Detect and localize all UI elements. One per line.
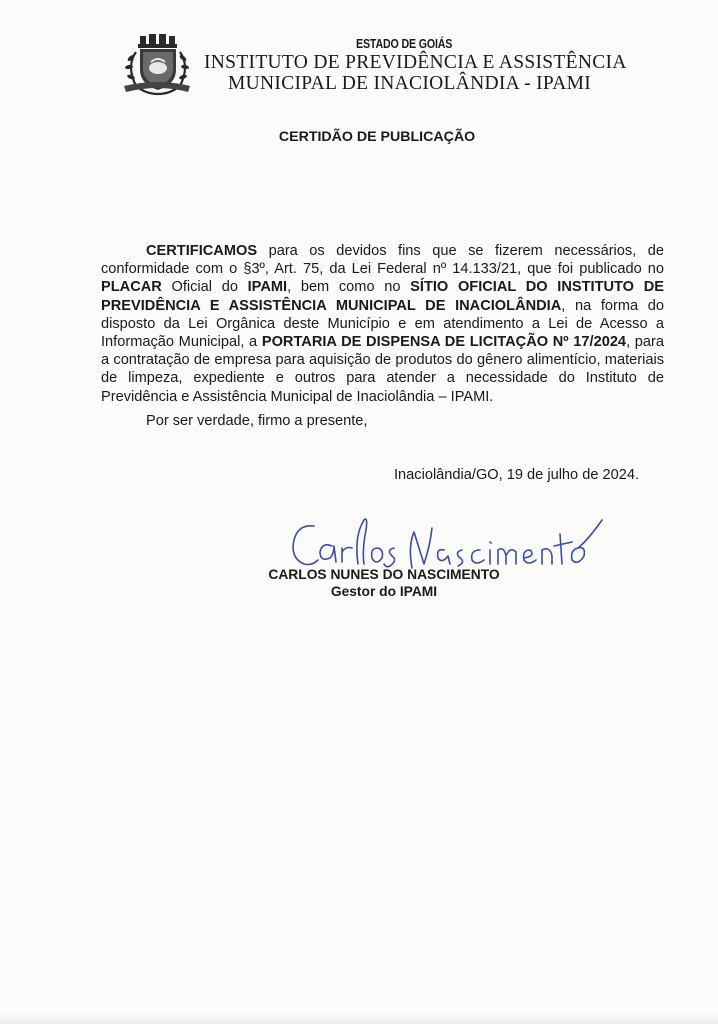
- paragraph-segment: , para a contratação de empresa para aquisição de produtos do gênero alimentício, materiais de limpeza, expediente e outros para atender a necessidade do Instituto de Previdência e Assistência Municipal de Inaciolândia – IPAMI.: [101, 334, 664, 405]
- emphasis-official-site: SÍTIO OFICIAL DO INSTITUTO DE PREVIDÊNCIA E ASSISTÊNCIA MUNICIPAL DE INACIOLÂNDIA: [101, 279, 664, 314]
- page-bottom-edge: [0, 1012, 718, 1024]
- emphasis-certificamos: CERTIFICAMOS: [146, 243, 258, 259]
- emphasis-ordinance: PORTARIA DE DISPENSA DE LICITAÇÃO Nº 17/2024: [261, 334, 627, 351]
- emphasis-placar: PLACAR: [101, 279, 162, 296]
- paragraph-text: [101, 242, 664, 406]
- state-name: ESTADO DE GOIÁS: [356, 36, 453, 51]
- paragraph-segment: para os devidos fins que se fizerem necessários, de conformidade com o §3º, Art. 75, da Lei Federal nº 14.133/21, que foi publicado no: [101, 243, 664, 278]
- document-title: CERTIDÃO DE PUBLICAÇÃO: [278, 129, 476, 145]
- paragraph-segment: , bem como no: [287, 279, 411, 296]
- institute-name-line-1: INSTITUTO DE PREVIDÊNCIA E ASSISTÊNCIA: [204, 52, 627, 73]
- letterhead: [0, 0, 718, 110]
- signer-name: CARLOS NUNES DO NASCIMENTO: [268, 567, 500, 582]
- paragraph-segment: , na forma do disposto da Lei Orgânica deste Município e em atendimento a Lei de Acesso a Informação Municipal, a: [101, 297, 664, 351]
- municipal-coat-of-arms-icon: [118, 34, 196, 96]
- place-and-date: Inaciolândia/GO, 19 de julho de 2024.: [394, 467, 640, 483]
- institute-name-line-2: MUNICIPAL DE INACIOLÂNDIA - IPAMI: [228, 73, 592, 94]
- signer-role: Gestor do IPAMI: [330, 584, 438, 599]
- certificate-paragraph: [101, 242, 664, 406]
- paragraph-segment: Oficial do: [161, 279, 248, 296]
- emphasis-ipami: IPAMI: [247, 279, 288, 296]
- closing-statement: Por ser verdade, firmo a presente,: [146, 413, 368, 429]
